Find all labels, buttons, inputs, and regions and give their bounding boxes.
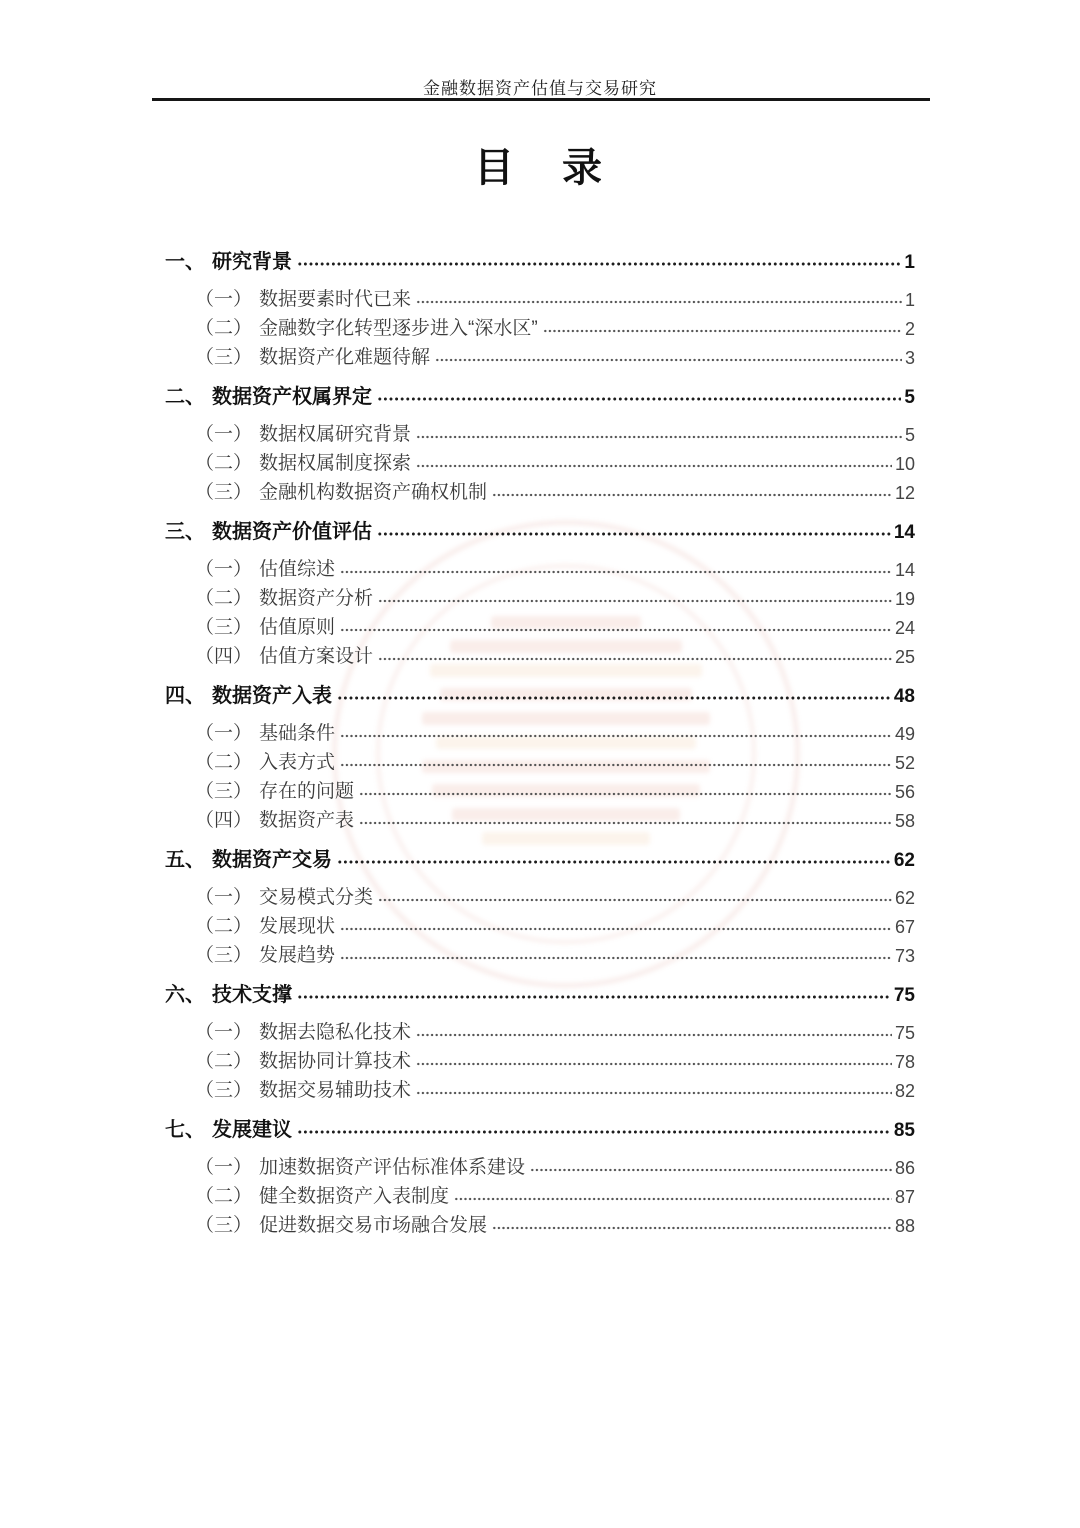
toc-section-row xyxy=(165,514,915,544)
toc-subitem-row xyxy=(165,340,915,369)
toc-subitem-number: （一） xyxy=(195,424,253,445)
toc-subitem-row xyxy=(165,803,915,832)
toc-section-title: 数据资产权属界定 xyxy=(212,386,372,408)
dot-leader xyxy=(454,1194,892,1204)
toc-section-page: 75 xyxy=(893,985,915,1006)
toc-subitem-row xyxy=(165,880,915,909)
toc-subitem-number: （二） xyxy=(195,453,253,474)
toc-section-page: 85 xyxy=(893,1120,915,1141)
toc-subitem-title: 发展趋势 xyxy=(259,945,336,966)
toc-section-number: 六、 xyxy=(165,984,205,1006)
toc-subitem-number: （三） xyxy=(195,482,253,503)
dot-leader xyxy=(340,924,892,934)
dot-leader xyxy=(297,992,891,1002)
toc-subitem-number: （三） xyxy=(195,347,253,368)
toc-subitem-title: 估值原则 xyxy=(259,617,336,638)
toc-subitem-title: 加速数据资产评估标准体系建设 xyxy=(259,1157,526,1178)
toc-section-row xyxy=(165,842,915,872)
toc-subitem-number: （一） xyxy=(195,723,253,744)
toc-subitem-number: （一） xyxy=(195,887,253,908)
toc-section-row xyxy=(165,379,915,409)
dot-leader xyxy=(377,529,891,539)
toc-subitem-number: （三） xyxy=(195,1080,253,1101)
toc-subitem-number: （二） xyxy=(195,752,253,773)
toc-subitem-number: （三） xyxy=(195,617,253,638)
toc-subitem-number: （一） xyxy=(195,1157,253,1178)
toc-subitem-row xyxy=(165,282,915,311)
toc-subitem-page: 10 xyxy=(894,454,915,474)
toc-subitem-number: （二） xyxy=(195,588,253,609)
toc-subitem-row xyxy=(165,610,915,639)
dot-leader xyxy=(297,1127,891,1137)
toc-subitem-number: （四） xyxy=(195,810,253,831)
toc-subitem-title: 金融数字化转型逐步进入“深水区” xyxy=(259,318,538,339)
dot-leader xyxy=(340,567,892,577)
toc-subitem-number: （一） xyxy=(195,559,253,580)
toc-section-title: 技术支撑 xyxy=(212,984,292,1006)
toc-subitem-title: 发展现状 xyxy=(259,916,336,937)
toc-subitem-title: 数据权属研究背景 xyxy=(259,424,412,445)
dot-leader xyxy=(416,1030,892,1040)
toc-subitem-title: 交易模式分类 xyxy=(259,887,374,908)
toc-subitem-page: 12 xyxy=(894,483,915,503)
toc-subitem-number: （二） xyxy=(195,318,253,339)
toc-subitem-page: 25 xyxy=(894,647,915,667)
toc-subitem-number: （一） xyxy=(195,289,253,310)
dot-leader xyxy=(416,461,892,471)
toc-subitem-row xyxy=(165,552,915,581)
toc-subitem-row xyxy=(165,1073,915,1102)
toc-subitem-row xyxy=(165,311,915,340)
toc-subitem-page: 58 xyxy=(894,811,915,831)
toc-subitem-title: 数据交易辅助技术 xyxy=(259,1080,412,1101)
toc-subitem-row xyxy=(165,639,915,668)
toc-subitem-page: 49 xyxy=(894,724,915,744)
toc-subitem-title: 健全数据资产入表制度 xyxy=(259,1186,450,1207)
toc-section-row xyxy=(165,977,915,1007)
toc-subitem-number: （三） xyxy=(195,945,253,966)
dot-leader xyxy=(340,731,892,741)
toc-subitem-title: 数据要素时代已来 xyxy=(259,289,412,310)
toc-subitem-number: （二） xyxy=(195,1051,253,1072)
toc-section-number: 一、 xyxy=(165,251,205,273)
dot-leader xyxy=(378,596,892,606)
toc-subitem-title: 存在的问题 xyxy=(259,781,355,802)
toc-subitem-row xyxy=(165,475,915,504)
dot-leader xyxy=(359,818,892,828)
toc-section-title: 数据资产入表 xyxy=(212,685,332,707)
toc-subitem-number: （一） xyxy=(195,1022,253,1043)
toc-subitem-row xyxy=(165,938,915,967)
toc-subitem-row xyxy=(165,716,915,745)
toc-subitem-page: 82 xyxy=(894,1081,915,1101)
toc-subitem-number: （二） xyxy=(195,1186,253,1207)
toc-subitem-page: 52 xyxy=(894,753,915,773)
toc-subitem-row xyxy=(165,909,915,938)
toc-section-number: 二、 xyxy=(165,386,205,408)
toc-section-page: 5 xyxy=(904,387,915,408)
dot-leader xyxy=(435,355,902,365)
dot-leader xyxy=(416,1088,892,1098)
toc-subitem-page: 88 xyxy=(894,1216,915,1236)
dot-leader xyxy=(492,1223,892,1233)
toc-subitem-title: 数据去隐私化技术 xyxy=(259,1022,412,1043)
dot-leader xyxy=(337,857,891,867)
toc-section-number: 三、 xyxy=(165,521,205,543)
toc-section-title: 研究背景 xyxy=(212,251,292,273)
header-rule xyxy=(152,98,930,101)
toc-section-row xyxy=(165,678,915,708)
toc-subitem-page: 14 xyxy=(894,560,915,580)
toc xyxy=(165,244,915,1237)
toc-subitem-page: 19 xyxy=(894,589,915,609)
dot-leader xyxy=(340,953,892,963)
toc-subitem-title: 估值综述 xyxy=(259,559,336,580)
dot-leader xyxy=(530,1165,892,1175)
toc-subitem-row xyxy=(165,1150,915,1179)
toc-subitem-page: 1 xyxy=(904,290,915,310)
toc-subitem-page: 87 xyxy=(894,1187,915,1207)
dot-leader xyxy=(297,259,901,269)
toc-subitem-number: （二） xyxy=(195,916,253,937)
toc-subitem-row xyxy=(165,581,915,610)
toc-section-page: 14 xyxy=(893,522,915,543)
dot-leader xyxy=(378,895,892,905)
toc-subitem-row xyxy=(165,1015,915,1044)
dot-leader xyxy=(377,394,901,404)
toc-subitem-title: 数据资产表 xyxy=(259,810,355,831)
toc-subitem-title: 数据资产化难题待解 xyxy=(259,347,431,368)
toc-subitem-number: （三） xyxy=(195,781,253,802)
toc-section-page: 1 xyxy=(904,252,915,273)
dot-leader xyxy=(416,297,902,307)
toc-section-number: 四、 xyxy=(165,685,205,707)
toc-subitem-page: 73 xyxy=(894,946,915,966)
toc-subitem-row xyxy=(165,446,915,475)
dot-leader xyxy=(340,760,892,770)
toc-subitem-page: 86 xyxy=(894,1158,915,1178)
toc-subitem-page: 3 xyxy=(904,348,915,368)
toc-section-page: 62 xyxy=(893,850,915,871)
toc-subitem-row xyxy=(165,774,915,803)
toc-subitem-row xyxy=(165,1044,915,1073)
dot-leader xyxy=(543,326,902,336)
dot-leader xyxy=(416,1059,892,1069)
toc-subitem-title: 促进数据交易市场融合发展 xyxy=(259,1215,488,1236)
toc-subitem-title: 金融机构数据资产确权机制 xyxy=(259,482,488,503)
toc-subitem-number: （四） xyxy=(195,646,253,667)
toc-subitem-title: 数据协同计算技术 xyxy=(259,1051,412,1072)
toc-subitem-page: 67 xyxy=(894,917,915,937)
page-title: 目 录 xyxy=(474,146,606,190)
dot-leader xyxy=(337,693,891,703)
dot-leader xyxy=(378,654,892,664)
toc-subitem-row xyxy=(165,1179,915,1208)
toc-subitem-page: 56 xyxy=(894,782,915,802)
toc-subitem-title: 基础条件 xyxy=(259,723,336,744)
toc-section-page: 48 xyxy=(893,686,915,707)
toc-subitem-page: 2 xyxy=(904,319,915,339)
toc-subitem-title: 数据权属制度探索 xyxy=(259,453,412,474)
toc-subitem-number: （三） xyxy=(195,1215,253,1236)
dot-leader xyxy=(492,490,892,500)
toc-subitem-page: 24 xyxy=(894,618,915,638)
toc-subitem-page: 78 xyxy=(894,1052,915,1072)
toc-subitem-page: 62 xyxy=(894,888,915,908)
toc-subitem-page: 5 xyxy=(904,425,915,445)
toc-section-number: 七、 xyxy=(165,1119,205,1141)
toc-section-number: 五、 xyxy=(165,849,205,871)
toc-section-title: 数据资产交易 xyxy=(212,849,332,871)
toc-section-row xyxy=(165,244,915,274)
toc-subitem-title: 数据资产分析 xyxy=(259,588,374,609)
toc-section-title: 数据资产价值评估 xyxy=(212,521,372,543)
toc-section-title: 发展建议 xyxy=(212,1119,292,1141)
dot-leader xyxy=(340,625,892,635)
running-header-title: 金融数据资产估值与交易研究 xyxy=(423,79,657,98)
toc-section-row xyxy=(165,1112,915,1142)
toc-subitem-title: 估值方案设计 xyxy=(259,646,374,667)
dot-leader xyxy=(416,432,902,442)
toc-subitem-row xyxy=(165,1208,915,1237)
dot-leader xyxy=(359,789,892,799)
toc-subitem-title: 入表方式 xyxy=(259,752,336,773)
toc-subitem-row xyxy=(165,745,915,774)
toc-subitem-row xyxy=(165,417,915,446)
toc-subitem-page: 75 xyxy=(894,1023,915,1043)
